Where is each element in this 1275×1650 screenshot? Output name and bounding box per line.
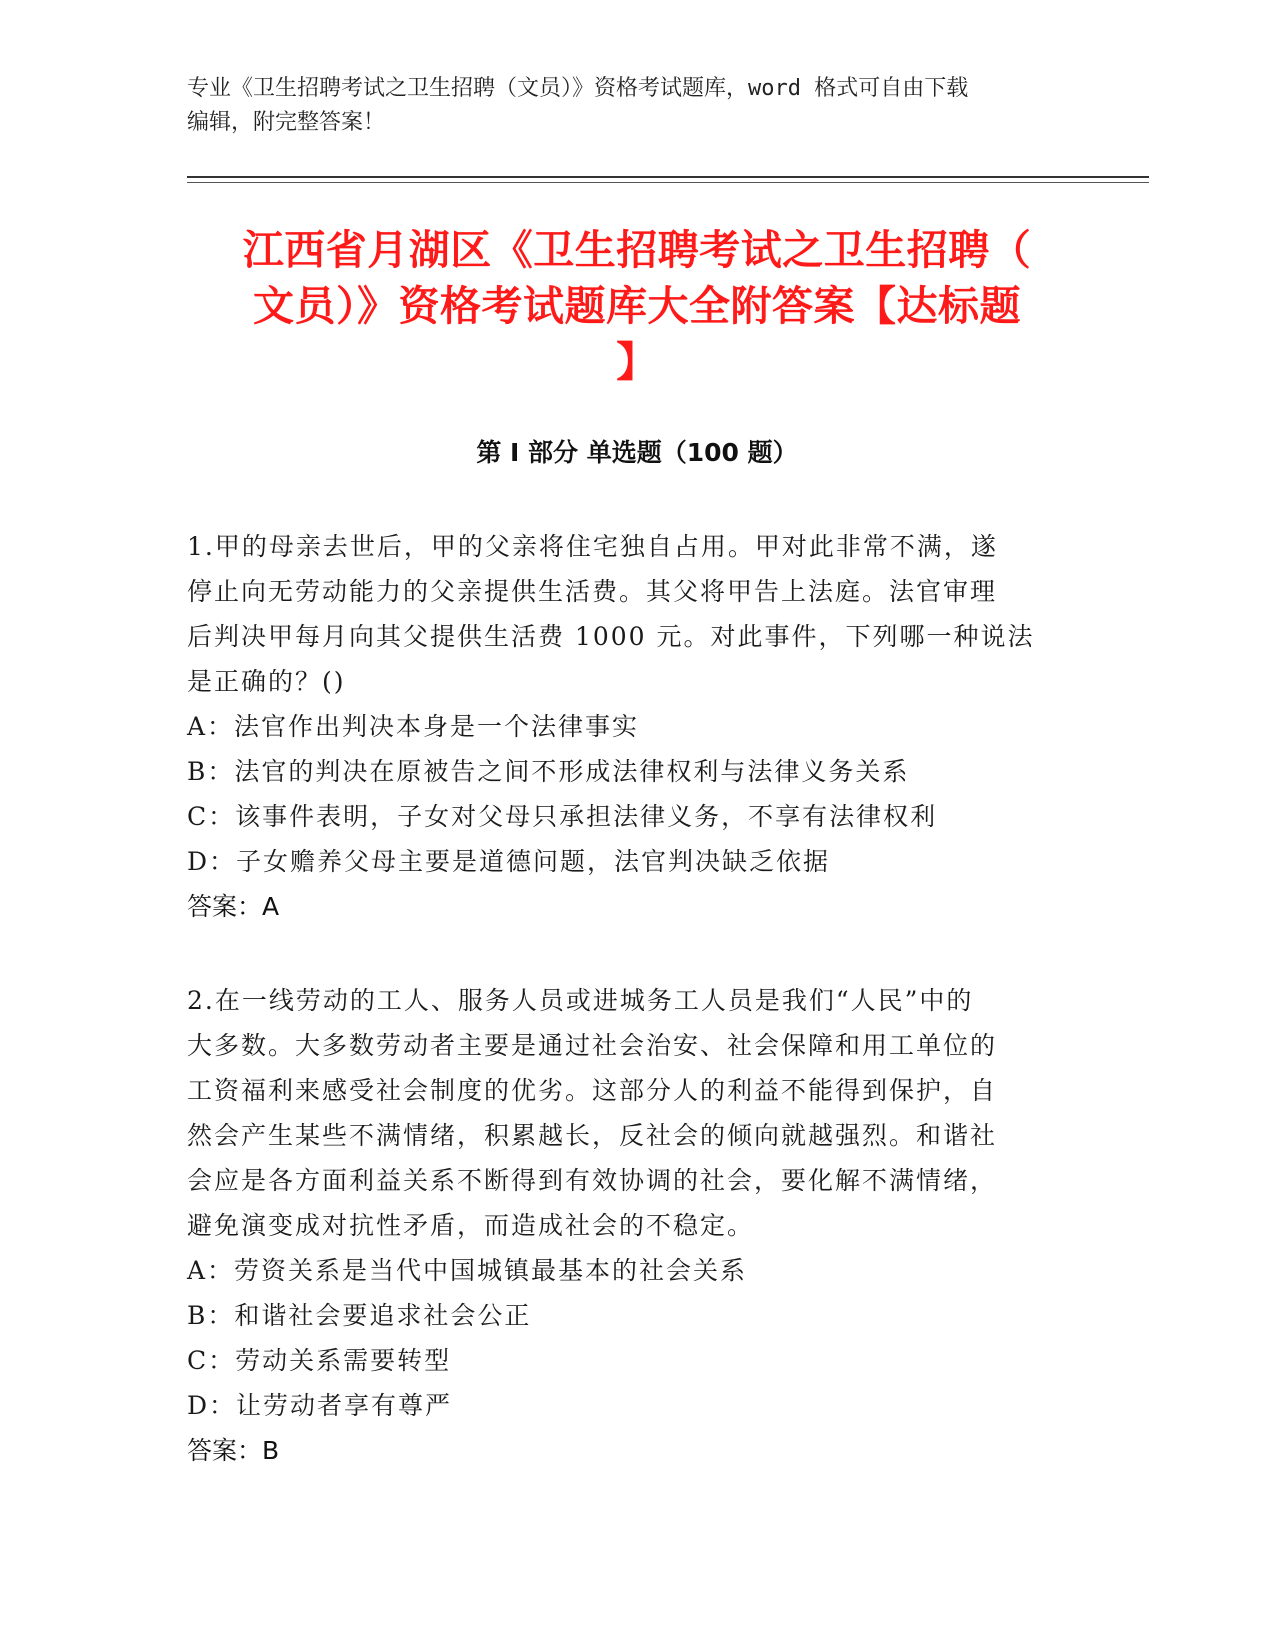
option-c: C：劳动关系需要转型 [187, 1346, 452, 1375]
question-stem-line: 然会产生某些不满情绪，积累越长，反社会的倾向就越强烈。和谐社 [187, 1121, 998, 1150]
option-a: A：法官作出判决本身是一个法律事实 [187, 712, 640, 741]
option-d: D：子女赡养父母主要是道德问题，法官判决缺乏依据 [187, 847, 831, 876]
question-stem-line: 1.甲的母亲去世后，甲的父亲将住宅独自占用。甲对此非常不满，遂 [187, 532, 998, 561]
section-heading: 第 I 部分 单选题（100 题） [476, 438, 798, 467]
option-d: D：让劳动者享有尊严 [187, 1391, 453, 1420]
question-2 [187, 978, 1087, 1473]
question-stem-line: 工资福利来感受社会制度的优劣。这部分人的利益不能得到保护，自 [187, 1076, 998, 1105]
option-b: B：和谐社会要追求社会公正 [187, 1301, 532, 1330]
header-divider-thick [187, 176, 1149, 178]
header-divider-thin [187, 182, 1149, 183]
header-note-line-2: 编辑，附完整答案！ [187, 110, 386, 135]
document-title-line-3: 】 [616, 338, 658, 386]
header-note-line-1: 专业《卫生招聘考试之卫生招聘（文员）》资格考试题库，word 格式可自由下载 [187, 76, 969, 101]
option-b: B：法官的判决在原被告之间不形成法律权利与法律义务关系 [187, 757, 910, 786]
question-stem-line: 停止向无劳动能力的父亲提供生活费。其父将甲告上法庭。法官审理 [187, 577, 998, 606]
question-stem-line: 避免演变成对抗性矛盾，而造成社会的不稳定。 [187, 1211, 755, 1240]
answer-label: 答案：A [187, 892, 280, 921]
document-title-line-1: 江西省月湖区《卫生招聘考试之卫生招聘（ [242, 226, 1032, 274]
header-note [187, 72, 1087, 140]
question-1 [187, 524, 1087, 929]
document-title [187, 222, 1087, 390]
question-stem-line: 后判决甲每月向其父提供生活费 1000 元。对此事件，下列哪一种说法 [187, 622, 1035, 651]
question-stem-line: 是正确的？() [187, 667, 346, 696]
question-stem-line: 会应是各方面利益关系不断得到有效协调的社会，要化解不满情绪， [187, 1166, 998, 1195]
question-stem-line: 2.在一线劳动的工人、服务人员或进城务工人员是我们“人民”中的 [187, 986, 974, 1015]
question-stem-line: 大多数。大多数劳动者主要是通过社会治安、社会保障和用工单位的 [187, 1031, 998, 1060]
answer-label: 答案：B [187, 1436, 280, 1465]
option-a: A：劳资关系是当代中国城镇最基本的社会关系 [187, 1256, 748, 1285]
option-c: C：该事件表明，子女对父母只承担法律义务，不享有法律权利 [187, 802, 938, 831]
document-title-line-2: 文员）》资格考试题库大全附答案【达标题 [253, 282, 1021, 330]
